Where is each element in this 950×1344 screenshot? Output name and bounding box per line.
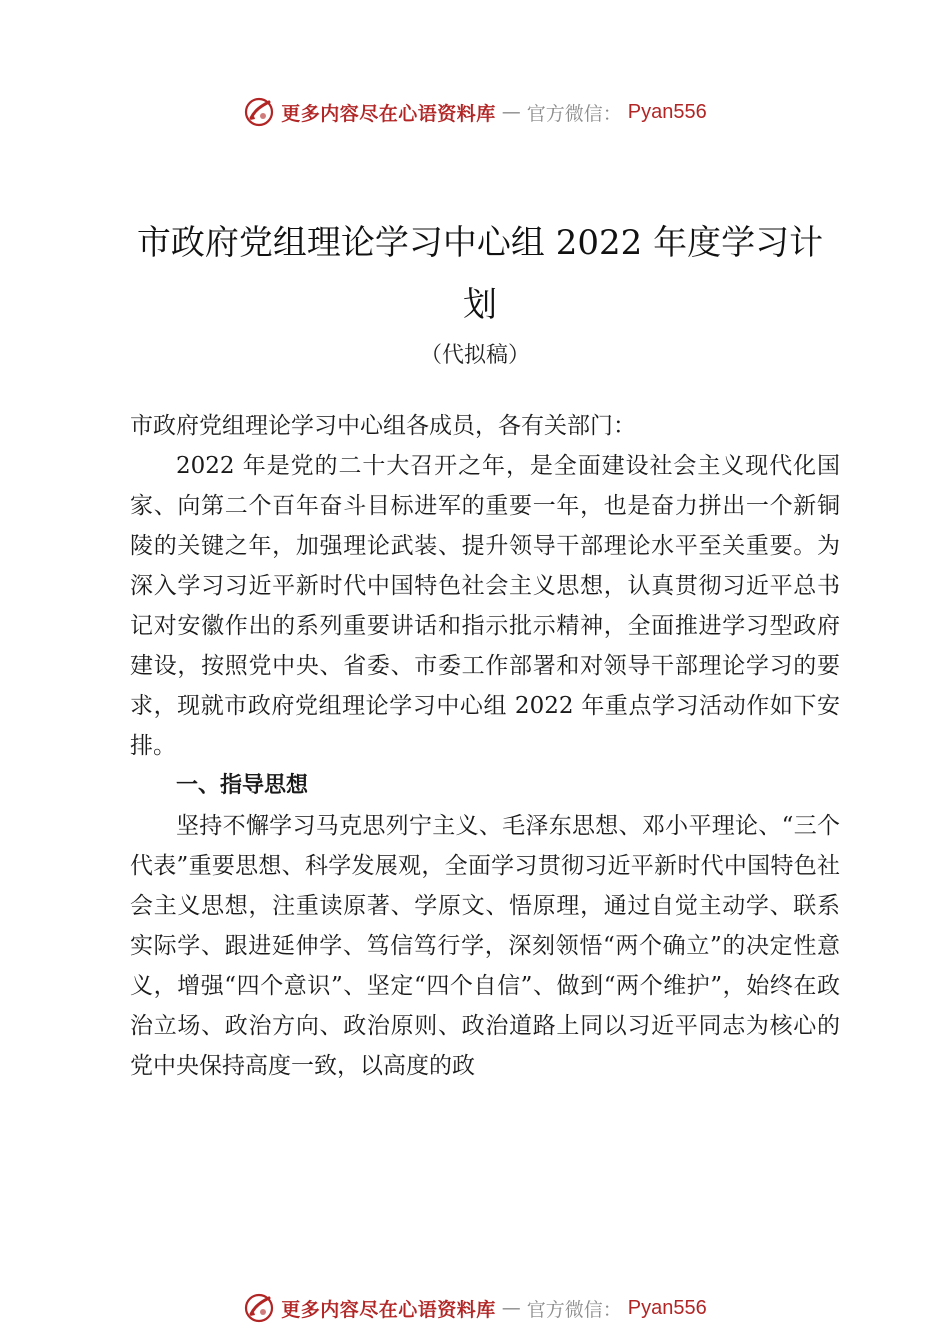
watermark-wechat-label: 官方微信： xyxy=(526,102,622,125)
watermark-banner-bottom xyxy=(0,1288,950,1328)
watermark-wechat-label: 官方微信： xyxy=(526,1298,622,1321)
watermark-dash: — xyxy=(501,1297,521,1319)
watermark-text: 更多内容尽在心语资料库 xyxy=(281,102,496,125)
brush-logo-icon xyxy=(243,96,275,128)
watermark-banner-top xyxy=(0,92,950,132)
watermark-dash: — xyxy=(501,101,521,123)
section-paragraph-1: 坚持不懈学习马克思列宁主义、毛泽东思想、邓小平理论、“三个代表”重要思想、科学发展观，全面学习贯彻习近平新时代中国特色社会主义思想，注重读原著、学原文、悟原理，通过自觉主动学、联系实际学、跟进延伸学、笃信笃行学，深刻领悟“两个确立”的决定性意义，增强“四个意识”、坚定“四个自信”、做到“两个维护”，始终在政治立场、政治方向、政治原则、政治道路上同以习近平同志为核心的党中央保持高度一致，以高度的政 xyxy=(130,813,840,1079)
document-body xyxy=(130,406,840,1086)
section-heading-1: 一、指导思想 xyxy=(176,773,309,798)
document-subtitle: （代拟稿） xyxy=(419,343,530,368)
document-title: 市政府党组理论学习中心组 2022 年度学习计划 xyxy=(136,223,824,325)
salutation: 市政府党组理论学习中心组各成员，各有关部门： xyxy=(130,413,636,439)
brush-logo-icon xyxy=(243,1292,275,1324)
watermark-wechat-id: Pyan556 xyxy=(627,1296,707,1319)
watermark-wechat-id: Pyan556 xyxy=(627,100,707,123)
watermark-text: 更多内容尽在心语资料库 xyxy=(281,1298,496,1321)
intro-paragraph: 2022 年是党的二十大召开之年，是全面建设社会主义现代化国家、向第二个百年奋斗目标进军的重要一年，也是奋力拼出一个新铜陵的关键之年，加强理论武装、提升领导干部理论水平至关重要。为深入学习习近平新时代中国特色社会主义思想，认真贯彻习近平总书记对安徽作出的系列重要讲话和指示批示精神，全面推进学习型政府建设，按照党中央、省委、市委工作部署和对领导干部理论学习的要求，现就市政府党组理论学习中心组 2022 年重点学习活动作如下安排。 xyxy=(130,453,840,759)
